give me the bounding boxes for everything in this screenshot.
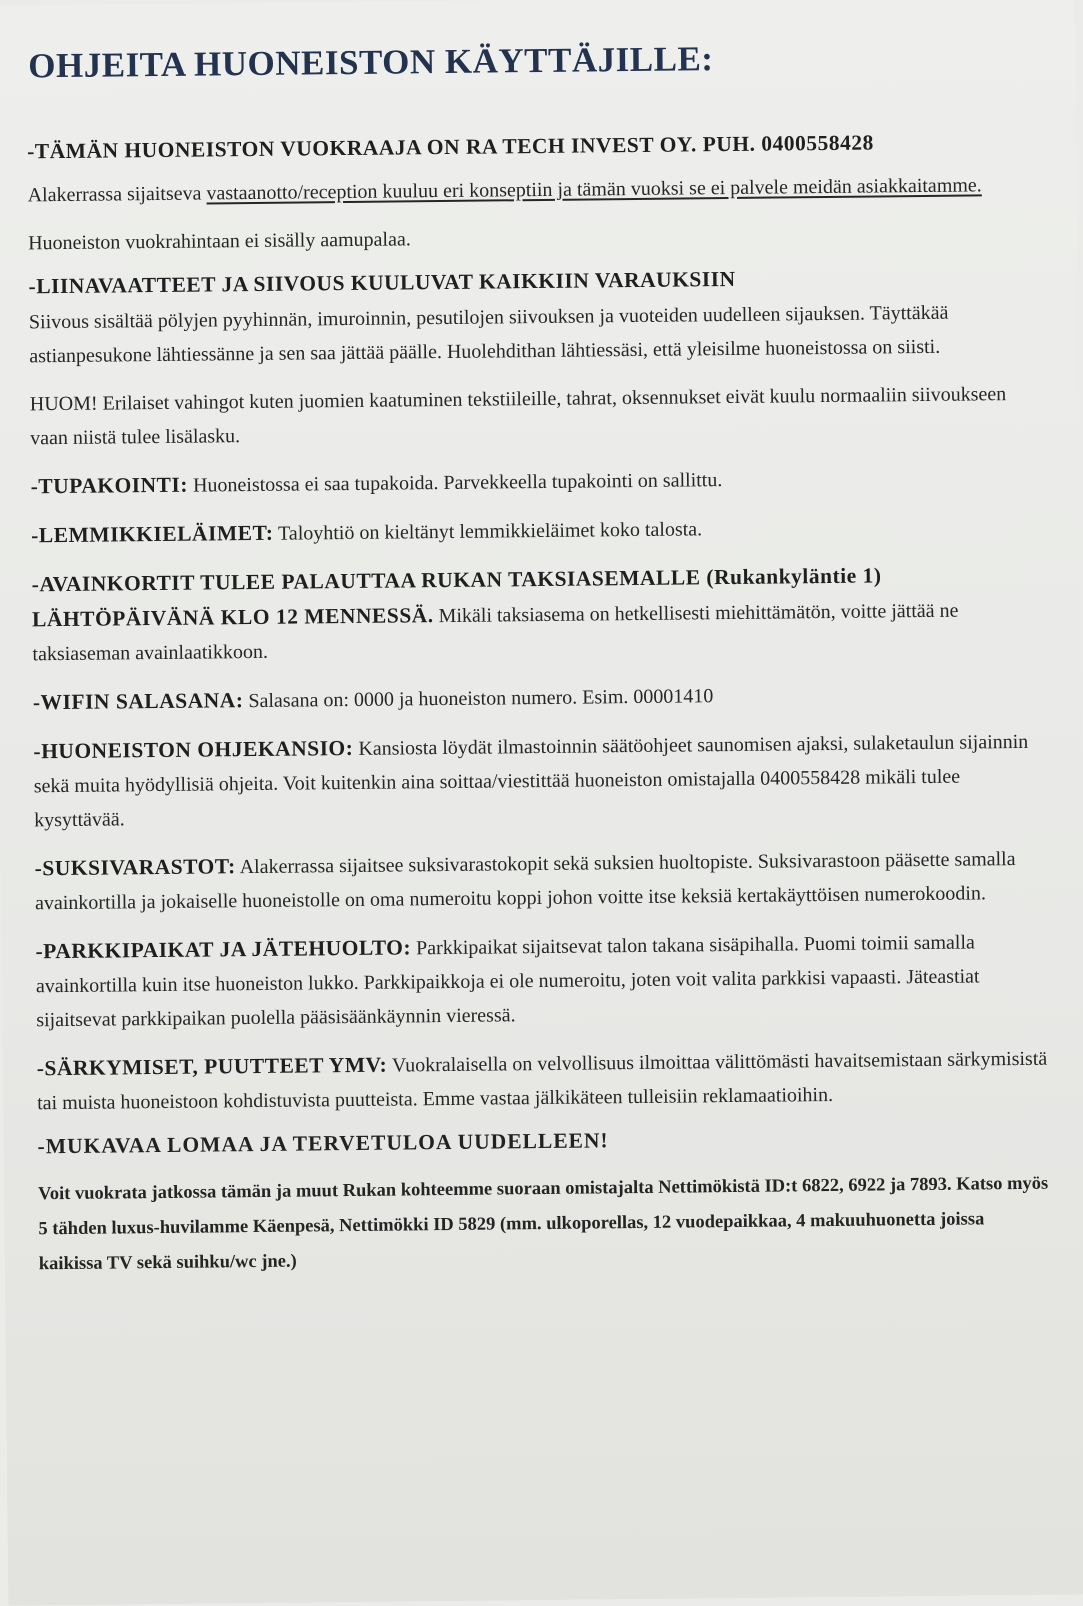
pets-text: Taloyhtiö on kieltänyt lemmikkieläimet koko talosta. xyxy=(273,518,703,545)
footer-advert: Voit vuokrata jatkossa tämän ja muut Rukan kohteemme suoraan omistajalta Nettimökistä ID:t 6822, 6922 ja 7893. Katso myös 5 tähden luxus-huvilamme Käenpesä, Nettimökki ID 5829 (mm. ulkoporellas, 12 vuodepaikkaa, 4 makuuhuonetta joissa kaikissa TV sekä suihku/wc jne.) xyxy=(37,1173,1049,1275)
keycards-heading: -AVAINKORTIT TULEE PALAUTTAA RUKAN TAKSIASEMALLE (Rukankyläntie 1) LÄHTÖPÄIVÄNÄ KLO 12 MENNESSÄ. xyxy=(31,563,882,632)
pets-paragraph xyxy=(31,508,1044,554)
damages-section xyxy=(37,1041,1051,1121)
smoking-heading: -TUPAKOINTI: xyxy=(30,472,189,499)
pets-section xyxy=(31,508,1044,554)
breakfast-text: Huoneiston vuokrahintaan ei sisälly aamupalaa. xyxy=(28,228,411,255)
smoking-paragraph xyxy=(31,459,1044,505)
wifi-paragraph xyxy=(33,675,1046,721)
reception-underlined-text: vastaanotto/reception kuuluu eri konseptiin ja tämän vuoksi se ei palvele meidän asiakkaitamme. xyxy=(206,174,982,205)
parking-text: Parkkipaikat sijaitsevat talon takana sisäpihalla. Puomi toimii samalla avainkortilla kuin itse huoneiston lukko. Parkkipaikkoja ei ole numeroitu, joten voit valita parkkisi vapaasti. Jäteastiat sijaitsevat parkkipaikan puolella pääsisäänkäynnin vieressä. xyxy=(35,931,980,1032)
smoking-section xyxy=(31,459,1044,505)
folder-text: Kansiosta löydät ilmastoinnin säätöohjeet saunomisen ajaksi, sulaketaulun sijainnin sekä muita hyödyllisiä ohjeita. Voit kuitenkin aina soittaa/viestittää huoneiston omistajalla 0400558428 mikäli tulee kysyttävää. xyxy=(33,730,1029,832)
folder-paragraph xyxy=(33,724,1047,838)
cleaning-section xyxy=(29,295,1043,374)
damages-paragraph xyxy=(37,1041,1051,1121)
huom-section xyxy=(30,377,1044,456)
keycards-text: Mikäli taksiasema on hetkellisesti miehittämätön, voitte jättää ne taksiaseman avainlaatikkoon. xyxy=(32,599,959,666)
ski-paragraph xyxy=(35,841,1049,921)
smoking-text: Huoneistossa ei saa tupakoida. Parvekkeella tupakointi on sallittu. xyxy=(187,469,723,497)
keycards-section xyxy=(32,557,1046,672)
cleaning-text: Siivous sisältää pölyjen pyyhinnän, imuroinnin, pesutilojen siivouksen ja vuoteiden uudelleen sijauksen. Täyttäkää astianpesukone lähtiessänne ja sen saa jättää päälle. Huolehdithan lähtiessäsi, että yleisilme huoneistossa on siisti. xyxy=(28,301,949,368)
parking-heading: -PARKKIPAIKAT JA JÄTEHUOLTO: xyxy=(35,935,412,964)
keycards-paragraph xyxy=(32,557,1046,672)
landlord-heading: -TÄMÄN HUONEISTON VUOKRAAJA ON RA TECH INVEST OY. PUH. 0400558428 xyxy=(27,130,874,164)
folder-section xyxy=(33,724,1047,838)
linens-heading: -LIINAVAATTEET JA SIIVOUS KUULUVAT KAIKKIIN VARAUKSIIN xyxy=(28,266,736,299)
reception-section xyxy=(27,168,1040,213)
closing-greeting: -MUKAVAA LOMAA JA TERVETULOA UUDELLEEN! xyxy=(37,1128,609,1159)
damages-heading: -SÄRKYMISET, PUUTTEET YMV: xyxy=(36,1052,388,1081)
landlord-section xyxy=(27,129,1040,165)
reception-paragraph xyxy=(27,168,1040,213)
damages-text: Vuokralaisella on velvollisuus ilmoittaa välittömästi havaitsemistaan särkymisistä tai muista huoneistoon kohdistuvista puutteista. Emme vastaa jälkikäteen tulleisiin reklamaatioihin. xyxy=(37,1047,1048,1115)
pets-heading: -LEMMIKKIELÄIMET: xyxy=(31,520,274,548)
document-title: OHJEITA HUONEISTON KÄYTTÄJILLE: xyxy=(28,39,714,86)
wifi-section xyxy=(33,675,1046,721)
parking-section xyxy=(35,924,1049,1038)
huom-text: HUOM! Erilaiset vahingot kuten juomien kaatuminen tekstiileille, tahrat, oksennukset eivät kuulu normaaliin siivoukseen vaan niistä tulee lisälasku. xyxy=(29,383,1007,450)
folder-heading: -HUONEISTON OHJEKANSIO: xyxy=(33,735,354,764)
reception-prefix: Alakerrassa sijaitseva xyxy=(27,182,207,207)
ski-heading: -SUKSIVARASTOT: xyxy=(34,854,236,881)
breakfast-section xyxy=(28,216,1041,261)
ski-text: Alakerrassa sijaitsee suksivarastokopit sekä suksien huoltopiste. Suksivarastoon pääsette samalla avainkortilla ja jokaiselle huoneistolle on oma numeroitu koppi johon voitte itse keksiä kertakäyttöisen numerokoodin. xyxy=(34,848,1016,915)
parking-paragraph xyxy=(35,924,1049,1038)
wifi-heading: -WIFIN SALASANA: xyxy=(32,688,244,715)
linens-section xyxy=(28,264,1041,300)
ski-section xyxy=(35,841,1049,921)
wifi-text: Salasana on: 0000 ja huoneiston numero. Esim. 00001410 xyxy=(243,685,714,713)
